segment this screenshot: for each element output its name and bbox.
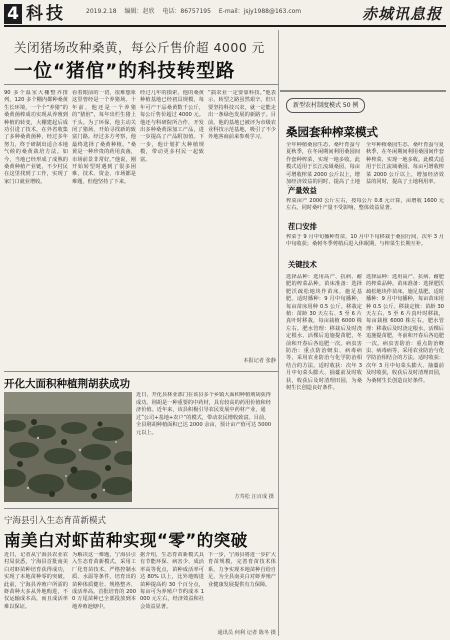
newspaper-logo: 赤城讯息报: [361, 5, 442, 23]
lead-column-1: 90 多个温室大棚整齐排列，120 多个棚内都种桑黄生长环境，一个个“养猪”的桑黄菌棒成功实现从养殖到种植的转变，大棚建起后成功引进了技术，在外省收集了多种桑黄菌种，经过多年努力，终于研制出适合本地气候的桑黄栽培方法。如今，当地已经形成了成熟的桑黄种植产业链，不少村民在这里找到了工作，实现了家门口就业增收。: [4, 90, 68, 185]
story2-headline: 开化大面积种植荆胡获成功: [4, 378, 130, 390]
sidebar-technique-right: 选择品种：选用高产、抗病、耐肥的榨菜品种。苗床准备：选择肥沃疏松地块作苗床，施足基肥。适时播种：9 月中旬播种，每亩苗床用种 0.5 公斤。移栽定植：苗龄 30 天左右、5 至 6 片真叶时移栽，每亩栽植 6000 株左右。肥水管理：移栽后及时浇定根水，活棵后追施提苗肥，冬前和开春后各追肥一次。病虫害防治：重点防治蚜虫、病毒病等，采用农业防治与化学防治相结合的方法。适时收获：次年 3 月中旬菜头膨大、抽薹前及时收获，收获后及时清理田园，为桑树生长创造良好条件。: [366, 274, 444, 384]
bottom-column-2: 为解决这一难题，宁海县引入生态育苗新模式，采用工厂化育苗技术，严格控制水质、水温等条件，培育出的苗种体质健壮、规格整齐、成活率高。首批培育的 2000 万尾苗种已全部投放到本地养殖池塘中。: [72, 552, 136, 610]
sidebar-intro-left: 全年种植桑园生态、桑叶育蚕与夏秋季，在冬闲期间利用桑园间作套种榨菜，实现一地多收。此模式适用于长江流域桑园，每亩可增收榨菜 2000 公斤以上，增加经济效益的同时，提高了土地: [286, 142, 360, 186]
sidebar-yield-text: 榨菜亩产 2000 公斤左右，按每公斤 0.8 元计算，亩增收 1600 元左右。同时桑叶产量不受影响，整体效益显著。: [286, 198, 444, 212]
photo-credit: 方寿松 汪百成 摄: [234, 494, 274, 500]
crop-field-image: [4, 392, 132, 502]
sidebar-subhead-yield: 产量效益: [288, 186, 317, 195]
sidebar-intro-right: 全年种植桑园生态、桑叶育蚕与夏秋季，在冬闲期间利用桑园间作套种榨菜，实现一地多收。此模式适用于长江流域桑园，每亩可增收榨菜 2000 公斤以上，增加经济效益的同时，提高了土地利用率。: [366, 142, 444, 186]
field-photo: [4, 392, 132, 502]
sidebar-subhead-schedule: 茬口安排: [288, 222, 317, 231]
lead-column-3: 经过几年的摸索，他的桑黄种植基地已经初具规模，每年可产干品桑黄数千公斤，每公斤售价超过 4000 元。他还与科研院所合作，开发出多种桑黄深加工产品，进一步提高了产品附加值。下一步，他计划扩大种植规模，带动更多村民一起致富。: [140, 90, 204, 163]
sidebar-subhead-technique: 关键技术: [288, 260, 317, 269]
lead-column-2: 看着眼前的一切，很难想象这里曾经是一个养猪场。十年前，他还是一个养猪的“猪倌”，每年出栏生猪上千头。为了环保，他主动关闭了猪场，开始寻找新的致富门路。经过多方考察，他最终选择了桑黄种植。“桑黄是一种珍贵的药用真菌，市场前景非常好。”他说，刚开始转型时遇到了很多困难，技术、资金、市场都是难题，但他坚持了下来。: [72, 90, 136, 185]
sidebar-schedule-text: 榨菜于 9 月中旬播种育苗，10 月中下旬移栽于桑园行间，次年 3 月中旬收获；桑树冬季剪梢后进入休眠期，与榨菜生长期互补。: [286, 234, 444, 248]
editor-phone: 电话：86757195: [162, 8, 211, 15]
bottom-byline: 通讯员 何利 记者 陈冬 摄: [217, 630, 276, 636]
bottom-column-3: 据介绍，生态育苗新模式具有节能环保、病害少、成活率高等优点，苗种成活率可达 80% 以上，比外地购进苗种提高约 30 个百分点，每亩可为养殖户节约成本 1000 元左右，经济效益和社会效益显著。: [140, 552, 204, 610]
lead-divider: [4, 84, 278, 85]
lead-headline: 一位“猪倌”的科技转型路: [14, 61, 236, 82]
bottom-headline: 南美白对虾苗种实现“零”的突破: [4, 531, 248, 550]
lead-byline: 本报记者 张静: [243, 358, 276, 364]
bottom-column-1: 近日，记者从宁海县农业农村局获悉，宁海县首批南美白对虾苗种培育获得成功，实现了本地苗种零的突破。此前，宁海县养殖户所需的虾苗种大多从外地购进，不仅运输成本高，而且成活率难以保证。: [4, 552, 68, 610]
issue-date: 2019.2.18: [86, 8, 117, 15]
sidebar-technique-left: 选择品种：选用高产、抗病、耐肥的榨菜品种。苗床准备：选择肥沃疏松地块作苗床，施足基肥。适时播种：9 月中旬播种，每亩苗床用种 0.5 公斤。移栽定植：苗龄 30 天左右、5 至 6 片真叶时移栽，每亩栽植 6000 株左右。肥水管理：移栽后及时浇定根水，活棵后追施提苗肥，冬前和开春后各追肥一次。病虫害防治：重点防治蚜虫、病毒病等，采用农业防治与化学防治相结合的方法。适时收获：次年 3 月中旬菜头膨大、抽薹前及时收获，收获后及时清理田园，为桑树生长创造良好条件。: [286, 274, 362, 392]
section-title: 科技: [26, 4, 66, 24]
page-number: 4: [4, 4, 22, 24]
story2-divider: [4, 371, 278, 372]
column-divider: [278, 30, 279, 636]
editor-name: 编辑：赵欣: [124, 8, 155, 15]
sidebar-series-badge: 新型农村制度模式 50 例: [286, 98, 365, 113]
masthead-meta: [86, 8, 307, 16]
bottom-divider: [4, 508, 278, 509]
sidebar-title: 桑园套种榨菜模式: [286, 125, 378, 139]
bottom-subtitle: 宁海县引入生态育苗新模式: [4, 516, 107, 526]
lead-column-4: “搞农业一定要靠科技。”他表示，转型之路虽然艰辛，但只要坚持科技兴农，就一定能走出一条绿色发展的新路子。目前，他的基地已被评为市级农业科技示范基地，吸引了不少外地客商前来参观学习。: [208, 90, 276, 141]
lead-subtitle: 关闭猪场改种桑黄，每公斤售价超 4000 元: [14, 40, 265, 55]
photo-caption: 近日，开化县林业部门在该县多个乡镇大面积种植荆胡获得成功。荆胡是一种重要的中药材，具有较高的药用价值和经济价值。近年来，该县积极引导农民发展中药材产业，通过“公司+基地+农户”的模式，带动农民增收致富。目前，全县荆胡种植面积已达 2000 余亩，预计亩产值可达 5000 元以上。: [136, 392, 272, 436]
masthead-rule: [4, 25, 446, 27]
bottom-column-4: 下一步，宁海县将进一步扩大育苗规模，完善育苗技术体系，力争实现本地苗种自给自足，为全县南美白对虾养殖产业健康发展提供有力保障。: [208, 552, 276, 588]
editor-email: E-mail：jsjy1988@163.com: [218, 8, 302, 15]
